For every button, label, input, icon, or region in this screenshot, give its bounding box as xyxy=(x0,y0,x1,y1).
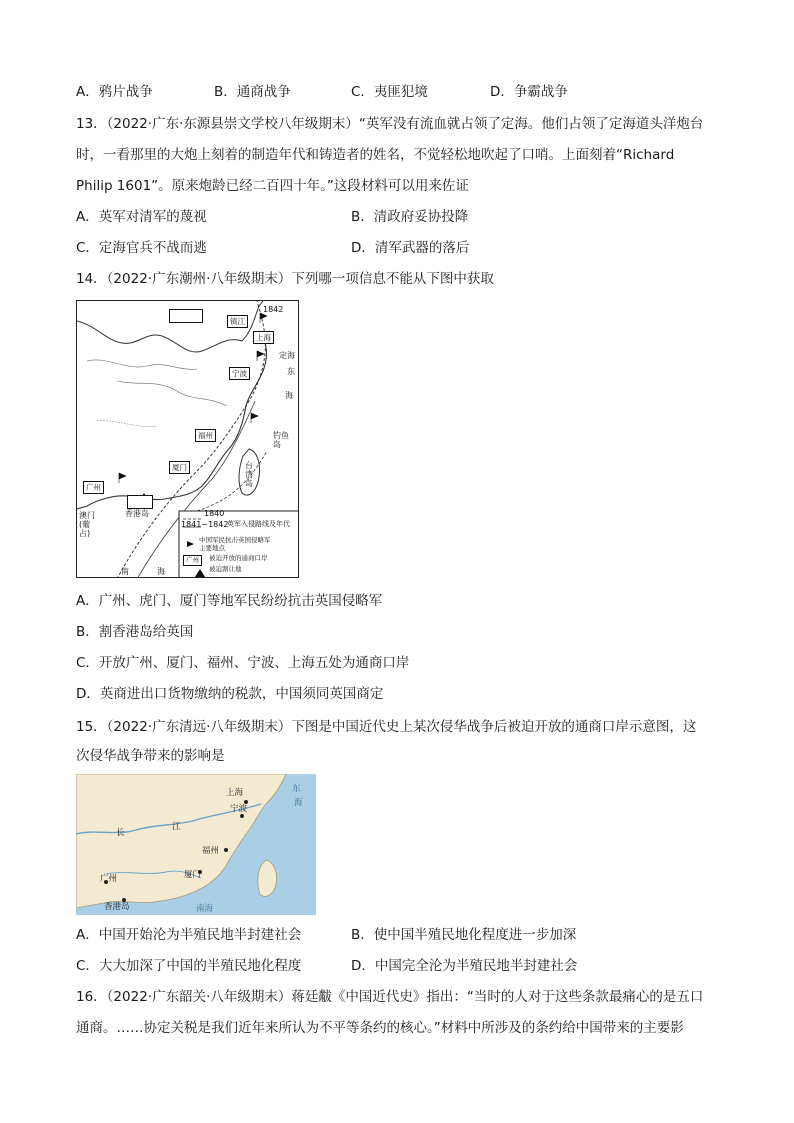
map-island-diaoyu: 钓鱼岛 xyxy=(273,431,289,449)
q15-treaty-ports-map xyxy=(76,774,316,915)
map-city-shanghai: 上海 xyxy=(253,331,274,344)
q13-stem-line3: Philip 1601”。原来炮龄已经二百四十年。”这段材料可以用来佐证 xyxy=(76,178,469,194)
q16-stem-line1: 16．（2022·广东韶关·八年级期末）蒋廷黻《中国近代史》指出：“当时的人对于这些条款最痛心的是五口 xyxy=(76,989,704,1005)
q13-stem-line2: 时，一看那里的大炮上刻着的制造年代和铸造者的姓名，不觉轻松地吹起了口哨。上面刻着“Richard xyxy=(76,147,675,163)
q13-option-b: B．清政府妥协投降 xyxy=(351,209,469,225)
q13-option-d: D．清军武器的落后 xyxy=(351,240,470,256)
map-city-hongkong: 香港岛 xyxy=(125,509,149,518)
q15-option-c: C．大大加深了中国的半殖民地化程度 xyxy=(76,958,302,974)
q13-stem-line1: 13．（2022·广东·东源县崇文学校八年级期末）“英军没有流血就占领了定海。他们占领了定海道头洋炮台 xyxy=(76,116,704,132)
q12-option-c: C．夷匪犯境 xyxy=(351,84,428,100)
map2-city-guangzhou: 广州 xyxy=(100,874,118,884)
map-island-taiwan: 台湾岛 xyxy=(245,461,253,488)
map2-land-drawing xyxy=(76,774,316,915)
q14-option-c: C．开放广州、厦门、福州、宁波、上海五处为通商口岸 xyxy=(76,655,410,671)
legend-year-1840: 1840 xyxy=(204,509,225,518)
map2-sea-east-2: 海 xyxy=(294,798,303,808)
q12-option-d: D．争霸战争 xyxy=(490,84,568,100)
map-year-1842: 1842 xyxy=(263,305,284,314)
map-city-macau: 澳门(葡占) xyxy=(79,511,95,538)
map-city-fuzhou: 福州 xyxy=(195,429,216,442)
q12-option-a: A．鸦片战争 xyxy=(76,84,153,100)
q13-option-c: C．定海官兵不战而逃 xyxy=(76,240,207,256)
q16-stem-line2: 通商。……协定关税是我们近年来所认为不平等条约的核心。”材料中所涉及的条约给中国带来的主要影 xyxy=(76,1020,684,1036)
q14-option-a: A．广州、虎门、厦门等地军民纷纷抗击英国侵略军 xyxy=(76,593,383,609)
map-city-guangzhou: 广州 xyxy=(83,481,104,494)
q15-option-d: D．中国完全沦为半殖民地半封建社会 xyxy=(351,958,578,974)
map2-label-jiang: 江 xyxy=(172,822,181,832)
legend-item-treaty-ports: 被迫开放的通商口岸 xyxy=(209,554,268,562)
legend-item-resistance: 中国军民抗击英国侵略军主要地点 xyxy=(199,536,271,552)
q15-option-a: A．中国开始沦为半殖民地半封建社会 xyxy=(76,927,302,943)
q14-option-b: B．割香港岛给英国 xyxy=(76,624,194,640)
map2-city-shanghai: 上海 xyxy=(226,788,244,798)
legend-year-1841-1842: 1841~1842 xyxy=(181,520,229,529)
map-sea-south-1: 南 xyxy=(121,567,129,576)
q14-stem: 14．（2022·广东潮州·八年级期末）下列哪一项信息不能从下图中获取 xyxy=(76,271,494,287)
map2-city-hongkong: 香港岛 xyxy=(104,902,130,912)
map2-city-fuzhou: 福州 xyxy=(202,846,220,856)
legend-sample-city: 广州 xyxy=(183,555,202,566)
q15-stem-line2: 次侵华战争带来的影响是 xyxy=(76,748,225,764)
map2-sea-south: 南海 xyxy=(196,904,214,914)
q12-option-b: B．通商战争 xyxy=(214,84,291,100)
legend-title: 英军入侵路线及年代 xyxy=(227,520,290,528)
q15-option-b: B．使中国半殖民地化程度进一步加深 xyxy=(351,927,577,943)
map-blank-box xyxy=(169,309,203,323)
map-city-zhenjiang: 镇江 xyxy=(227,315,248,328)
legend-item-ceded: 被迫割让地 xyxy=(209,565,242,573)
q14-option-d: D．英商进出口货物缴纳的税款，中国须同英国商定 xyxy=(76,686,384,702)
map-city-ningbo: 宁波 xyxy=(229,367,250,380)
map-city-dinghai: 定海 xyxy=(279,351,295,360)
map2-city-ningbo: 宁波 xyxy=(230,804,248,814)
q15-stem-line1: 15．（2022·广东清远·八年级期末）下图是中国近代史上某次侵华战争后被迫开放的通商口岸示意图，这 xyxy=(76,719,697,735)
map-sea-south-2: 海 xyxy=(157,567,165,576)
map-sea-east-1: 东 xyxy=(287,367,295,376)
map-city-xiamen: 厦门 xyxy=(169,461,190,474)
q13-option-a: A．英军对清军的蔑视 xyxy=(76,209,207,225)
q14-opium-war-map xyxy=(76,300,299,578)
map2-city-xiamen: 厦门 xyxy=(184,870,202,880)
map2-sea-east-1: 东 xyxy=(292,784,301,794)
map2-label-chang: 长 xyxy=(116,828,125,838)
map-sea-east-2: 海 xyxy=(285,391,293,400)
map-blank-box-2 xyxy=(127,495,153,509)
